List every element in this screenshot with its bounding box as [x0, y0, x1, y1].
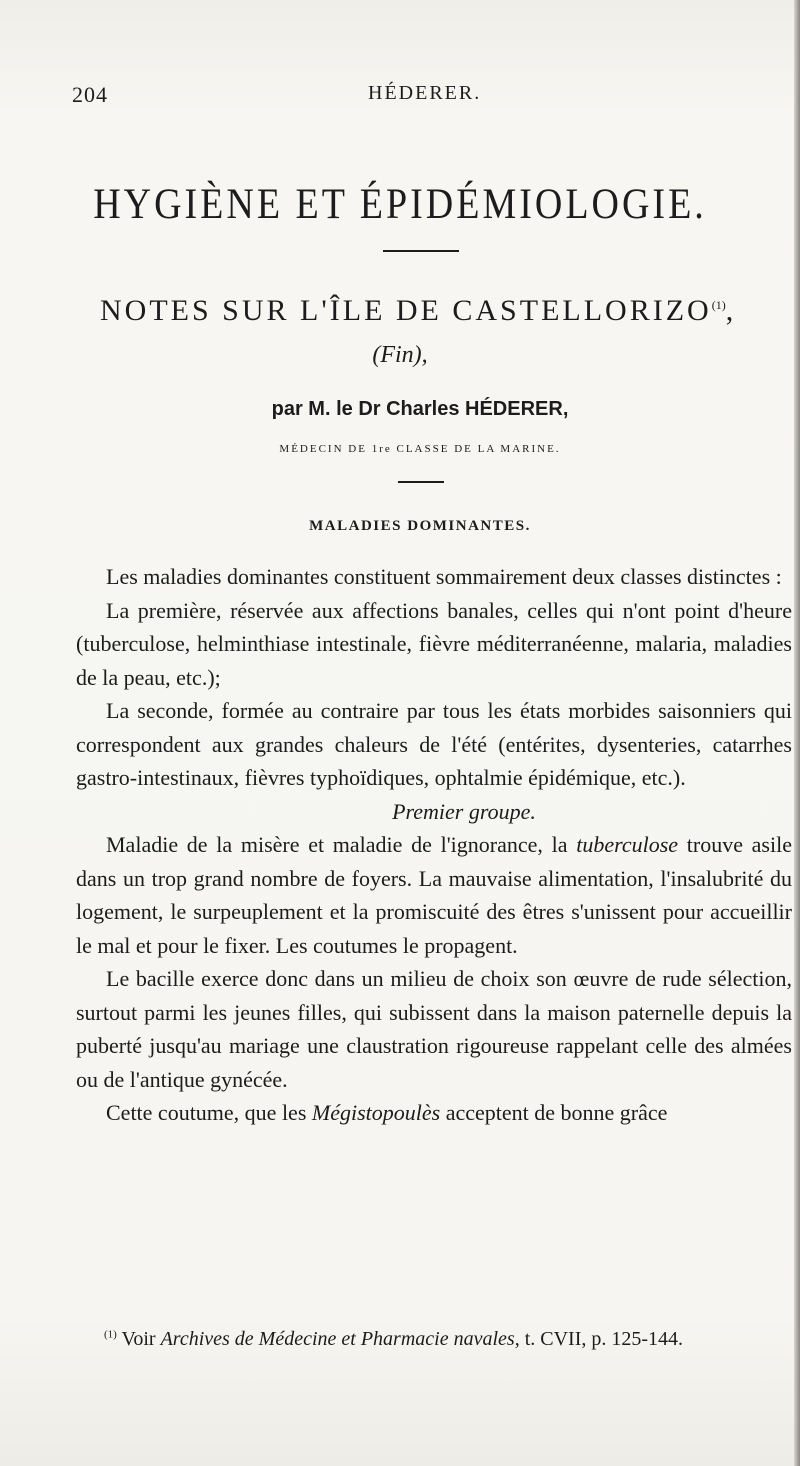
paragraph-text: Cette coutume, que les — [106, 1100, 312, 1125]
paragraph-text: trouve asile dans un trop grand nombre de foyers. La mauvaise alimentation, l'insalubrité du logement, le surpeuplement et la promiscuité des êtres s'unissent pour accueillir le mal et pour le fixer. Les coutumes le propagent. — [76, 832, 792, 958]
article-title — [100, 294, 736, 328]
byline: par M. le Dr Charles HÉDERER, — [271, 398, 569, 420]
paragraph — [76, 828, 792, 962]
footnote-text: , t. CVII, p. 125-144. — [514, 1328, 684, 1350]
running-header — [72, 82, 740, 112]
page-number: 204 — [72, 82, 108, 107]
paragraph-text: Maladie de la misère et maladie de l'ignorance, la — [106, 832, 577, 857]
footnote-journal: Archives de Médecine et Pharmacie navales — [160, 1328, 515, 1350]
footnote-ref: (1) — [711, 298, 726, 312]
italic-term: Mégistopoulès — [311, 1100, 441, 1125]
footnote-marker: (1) — [104, 1328, 117, 1341]
byline-rule — [398, 481, 444, 483]
footnote — [104, 1328, 683, 1351]
section-title: HYGIÈNE ET ÉPIDÉMIOLOGIE. — [93, 179, 707, 229]
author-affiliation: MÉDECIN DE 1re CLASSE DE LA MARINE. — [279, 443, 561, 455]
subheading: MALADIES DOMINANTES. — [309, 518, 531, 534]
paragraph: Les maladies dominantes constituent sommairement deux classes distinctes : — [106, 564, 782, 589]
article-title-comma: , — [725, 294, 737, 327]
group-heading: Premier groupe. — [392, 798, 536, 824]
paragraph — [76, 1096, 792, 1130]
paragraph-text: acceptent de bonne grâce — [440, 1100, 668, 1125]
running-title: HÉDERER. — [368, 82, 482, 104]
paragraph: La seconde, formée au contraire par tous les états morbides saisonniers qui correspondent aux grandes chaleurs de l'été (entérites, dysenteries, catarrhes gastro-intestinaux, fièvres typhoïdiques, ophtalmie épidémique, etc.). — [76, 698, 792, 790]
paragraph: La première, réservée aux affections banales, celles qui n'ont point d'heure (tuberculose, helminthiase intestinale, fièvre méditerranéenne, malaria, maladies de la peau, etc.); — [76, 597, 792, 690]
italic-term: tuberculose — [576, 832, 679, 857]
title-rule — [383, 250, 459, 252]
article-title-text: NOTES SUR L'ÎLE DE CASTELLORIZO — [100, 294, 712, 327]
fin-label: (Fin), — [372, 342, 428, 368]
footnote-text: Voir — [116, 1328, 161, 1350]
body-text — [76, 560, 792, 1130]
paragraph: Le bacille exerce donc dans un milieu de choix son œuvre de rude sélection, surtout parmi les jeunes filles, qui subissent dans la maison paternelle depuis la puberté jusqu'au mariage une claustration rigoureuse rappelant celle des almées ou de l'antique gynécée. — [76, 966, 792, 1092]
